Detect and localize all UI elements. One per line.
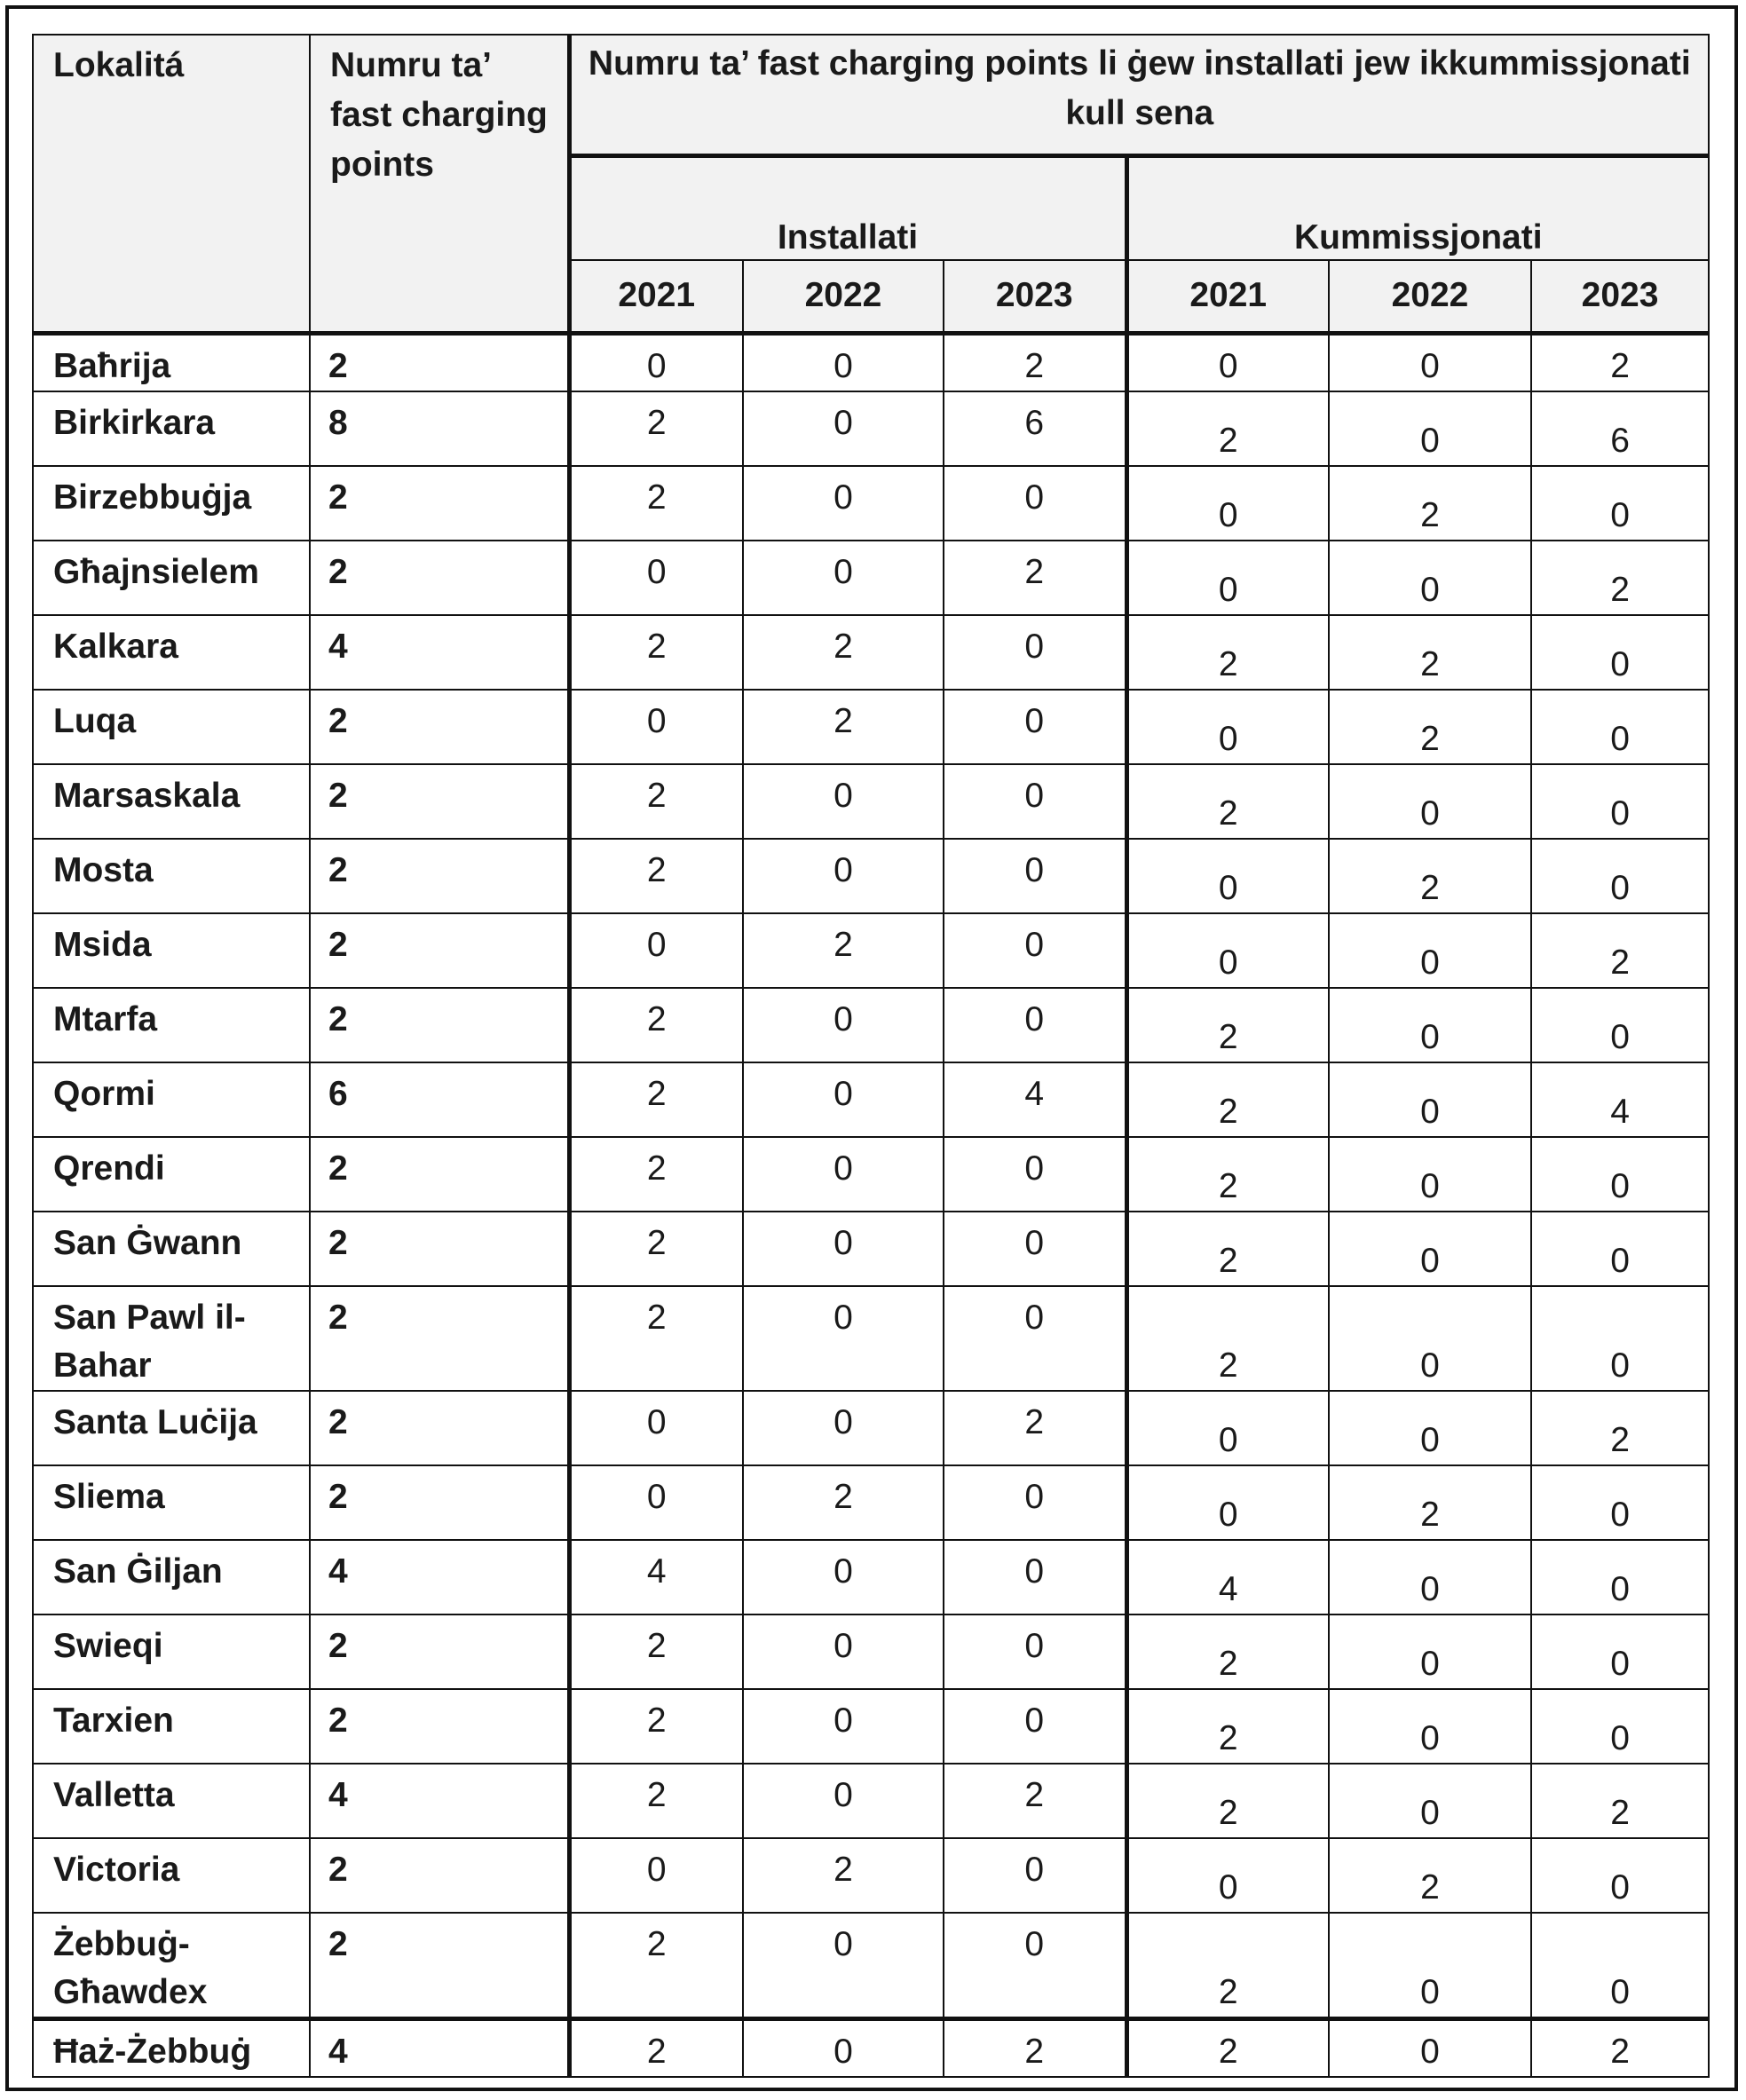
- table-header: [33, 35, 1709, 333]
- total-cell: 4: [310, 615, 569, 690]
- commissioned-2023-cell: 2: [1531, 1391, 1709, 1465]
- commissioned-2021-cell: 0: [1126, 541, 1329, 615]
- installed-2022-cell: 0: [743, 541, 944, 615]
- installed-2021-cell: 2: [569, 615, 743, 690]
- total-cell: 2: [310, 839, 569, 913]
- installed-2022-cell: 0: [743, 839, 944, 913]
- installed-2021-cell: 0: [569, 333, 743, 391]
- locality-cell: Kalkara: [33, 615, 310, 690]
- total-cell: 4: [310, 1764, 569, 1838]
- commissioned-2022-cell: 0: [1329, 1212, 1531, 1286]
- total-cell: 2: [310, 466, 569, 541]
- commissioned-2022-cell: 2: [1329, 1838, 1531, 1913]
- installed-2023-cell: 0: [944, 1913, 1126, 2019]
- commissioned-2022-cell: 0: [1329, 1913, 1531, 2019]
- installed-2023-cell: 0: [944, 839, 1126, 913]
- locality-cell: Santa Luċija: [33, 1391, 310, 1465]
- commissioned-2021-cell: 2: [1126, 1689, 1329, 1764]
- installed-2022-cell: 2: [743, 1465, 944, 1540]
- commissioned-2023-cell: 2: [1531, 333, 1709, 391]
- installed-2023-cell: 0: [944, 615, 1126, 690]
- locality-cell: Żebbuġ-Għawdex: [33, 1913, 310, 2019]
- total-cell: 2: [310, 333, 569, 391]
- locality-cell: Ħaż-Żebbuġ: [33, 2018, 310, 2077]
- commissioned-2023-cell: 6: [1531, 391, 1709, 466]
- commissioned-2021-cell: 2: [1126, 1913, 1329, 2019]
- installed-2023-cell: 0: [944, 1614, 1126, 1689]
- installed-2022-cell: 0: [743, 1212, 944, 1286]
- installed-2021-cell: 0: [569, 1391, 743, 1465]
- installed-2023-cell: 0: [944, 1286, 1126, 1391]
- commissioned-2023-cell: 0: [1531, 1137, 1709, 1212]
- commissioned-2022-cell: 0: [1329, 988, 1531, 1062]
- total-cell: 8: [310, 391, 569, 466]
- commissioned-2022-cell: 2: [1329, 690, 1531, 764]
- commissioned-2023-cell: 0: [1531, 1614, 1709, 1689]
- commissioned-2021-cell: 2: [1126, 615, 1329, 690]
- commissioned-2022-cell: 0: [1329, 1062, 1531, 1137]
- commissioned-2021-cell: 2: [1126, 1614, 1329, 1689]
- commissioned-2021-cell: 0: [1126, 1838, 1329, 1913]
- commissioned-2021-cell: 0: [1126, 839, 1329, 913]
- charging-points-table: [32, 34, 1710, 2078]
- installed-2023-cell: 0: [944, 1137, 1126, 1212]
- total-cell: 2: [310, 1137, 569, 1212]
- installed-2022-cell: 2: [743, 913, 944, 988]
- table-row: [33, 764, 1709, 839]
- installed-2022-cell: 0: [743, 391, 944, 466]
- installed-2021-cell: 0: [569, 1465, 743, 1540]
- commissioned-2023-cell: 4: [1531, 1062, 1709, 1137]
- commissioned-2022-cell: 0: [1329, 333, 1531, 391]
- commissioned-2022-cell: 0: [1329, 1391, 1531, 1465]
- commissioned-2021-cell: 0: [1126, 690, 1329, 764]
- commissioned-2023-cell: 2: [1531, 1764, 1709, 1838]
- installed-2021-cell: 2: [569, 1913, 743, 2019]
- table-row: [33, 1838, 1709, 1913]
- installed-2021-cell: 0: [569, 690, 743, 764]
- installed-2022-cell: 0: [743, 1689, 944, 1764]
- commissioned-2022-cell: 0: [1329, 913, 1531, 988]
- commissioned-2022-cell: 2: [1329, 1465, 1531, 1540]
- installed-2023-cell: 2: [944, 541, 1126, 615]
- header-commissioned: Kummissjonati: [1126, 155, 1709, 260]
- installed-2023-cell: 6: [944, 391, 1126, 466]
- locality-cell: Għajnsielem: [33, 541, 310, 615]
- installed-2023-cell: 0: [944, 466, 1126, 541]
- installed-2021-cell: 2: [569, 1062, 743, 1137]
- commissioned-2021-cell: 2: [1126, 1212, 1329, 1286]
- header-year-commissioned-2022: 2022: [1329, 260, 1531, 333]
- installed-2021-cell: 0: [569, 1838, 743, 1913]
- commissioned-2023-cell: 0: [1531, 988, 1709, 1062]
- installed-2022-cell: 0: [743, 1062, 944, 1137]
- installed-2023-cell: 0: [944, 1212, 1126, 1286]
- commissioned-2021-cell: 0: [1126, 1465, 1329, 1540]
- commissioned-2021-cell: 2: [1126, 1764, 1329, 1838]
- commissioned-2021-cell: 2: [1126, 2018, 1329, 2077]
- total-cell: 2: [310, 1286, 569, 1391]
- commissioned-2021-cell: 0: [1126, 466, 1329, 541]
- installed-2022-cell: 2: [743, 1838, 944, 1913]
- commissioned-2023-cell: 0: [1531, 1286, 1709, 1391]
- table-row: [33, 839, 1709, 913]
- total-cell: 2: [310, 1913, 569, 2019]
- locality-cell: Swieqi: [33, 1614, 310, 1689]
- installed-2021-cell: 2: [569, 1689, 743, 1764]
- table-row: [33, 1391, 1709, 1465]
- installed-2021-cell: 0: [569, 541, 743, 615]
- commissioned-2021-cell: 2: [1126, 764, 1329, 839]
- header-year-installed-2022: 2022: [743, 260, 944, 333]
- locality-cell: Qrendi: [33, 1137, 310, 1212]
- table-row: [33, 466, 1709, 541]
- commissioned-2022-cell: 0: [1329, 1614, 1531, 1689]
- commissioned-2022-cell: 0: [1329, 391, 1531, 466]
- installed-2021-cell: 2: [569, 839, 743, 913]
- installed-2023-cell: 2: [944, 1764, 1126, 1838]
- locality-cell: Marsaskala: [33, 764, 310, 839]
- header-year-commissioned-2021: 2021: [1126, 260, 1329, 333]
- installed-2022-cell: 0: [743, 1391, 944, 1465]
- installed-2023-cell: 0: [944, 1689, 1126, 1764]
- installed-2022-cell: 0: [743, 1614, 944, 1689]
- locality-cell: Mosta: [33, 839, 310, 913]
- total-cell: 2: [310, 1689, 569, 1764]
- table-row: [33, 1137, 1709, 1212]
- installed-2022-cell: 0: [743, 1286, 944, 1391]
- commissioned-2023-cell: 2: [1531, 913, 1709, 988]
- table-body: [33, 333, 1709, 2077]
- table-row: [33, 1913, 1709, 2019]
- commissioned-2022-cell: 0: [1329, 1689, 1531, 1764]
- locality-cell: Sliema: [33, 1465, 310, 1540]
- installed-2021-cell: 2: [569, 988, 743, 1062]
- total-cell: 2: [310, 1614, 569, 1689]
- locality-cell: Luqa: [33, 690, 310, 764]
- installed-2023-cell: 0: [944, 1838, 1126, 1913]
- commissioned-2022-cell: 2: [1329, 839, 1531, 913]
- commissioned-2023-cell: 0: [1531, 466, 1709, 541]
- installed-2021-cell: 2: [569, 1212, 743, 1286]
- locality-cell: Qormi: [33, 1062, 310, 1137]
- table-row: [33, 1465, 1709, 1540]
- locality-cell: Baħrija: [33, 333, 310, 391]
- installed-2022-cell: 0: [743, 1137, 944, 1212]
- table-row: [33, 913, 1709, 988]
- locality-cell: Tarxien: [33, 1689, 310, 1764]
- installed-2023-cell: 2: [944, 333, 1126, 391]
- installed-2023-cell: 2: [944, 1391, 1126, 1465]
- total-cell: 2: [310, 1465, 569, 1540]
- installed-2021-cell: 2: [569, 1137, 743, 1212]
- commissioned-2022-cell: 0: [1329, 764, 1531, 839]
- locality-cell: Birkirkara: [33, 391, 310, 466]
- commissioned-2022-cell: 2: [1329, 615, 1531, 690]
- installed-2022-cell: 2: [743, 615, 944, 690]
- locality-cell: San Ġwann: [33, 1212, 310, 1286]
- total-cell: 4: [310, 1540, 569, 1614]
- header-year-installed-2023: 2023: [944, 260, 1126, 333]
- commissioned-2023-cell: 0: [1531, 1540, 1709, 1614]
- commissioned-2021-cell: 2: [1126, 1137, 1329, 1212]
- commissioned-2023-cell: 2: [1531, 2018, 1709, 2077]
- table-row: [33, 1212, 1709, 1286]
- installed-2023-cell: 0: [944, 988, 1126, 1062]
- commissioned-2022-cell: 2: [1329, 466, 1531, 541]
- header-installed: Installati: [569, 155, 1126, 260]
- locality-cell: Valletta: [33, 1764, 310, 1838]
- header-locality: Lokalitá: [33, 35, 310, 333]
- commissioned-2021-cell: 4: [1126, 1540, 1329, 1614]
- table-row: [33, 1764, 1709, 1838]
- table-row: [33, 1689, 1709, 1764]
- installed-2021-cell: 2: [569, 1764, 743, 1838]
- table-row: [33, 690, 1709, 764]
- table-row: [33, 391, 1709, 466]
- installed-2022-cell: 0: [743, 988, 944, 1062]
- total-cell: 2: [310, 690, 569, 764]
- table-row: [33, 1062, 1709, 1137]
- installed-2023-cell: 4: [944, 1062, 1126, 1137]
- table-row: [33, 1286, 1709, 1391]
- table-row: [33, 1614, 1709, 1689]
- commissioned-2022-cell: 0: [1329, 1764, 1531, 1838]
- total-cell: 2: [310, 1212, 569, 1286]
- installed-2021-cell: 0: [569, 913, 743, 988]
- total-cell: 4: [310, 2018, 569, 2077]
- installed-2022-cell: 0: [743, 1540, 944, 1614]
- header-total: Numru ta’ fast charging points: [310, 35, 569, 333]
- locality-cell: Birzebbuġja: [33, 466, 310, 541]
- installed-2023-cell: 0: [944, 1540, 1126, 1614]
- total-cell: 2: [310, 1838, 569, 1913]
- commissioned-2023-cell: 0: [1531, 1913, 1709, 2019]
- commissioned-2023-cell: 0: [1531, 1465, 1709, 1540]
- installed-2023-cell: 0: [944, 1465, 1126, 1540]
- commissioned-2021-cell: 2: [1126, 1286, 1329, 1391]
- commissioned-2022-cell: 0: [1329, 1137, 1531, 1212]
- installed-2023-cell: 2: [944, 2018, 1126, 2077]
- commissioned-2023-cell: 0: [1531, 839, 1709, 913]
- installed-2022-cell: 0: [743, 1913, 944, 2019]
- commissioned-2021-cell: 0: [1126, 913, 1329, 988]
- locality-cell: Mtarfa: [33, 988, 310, 1062]
- header-year-installed-2021: 2021: [569, 260, 743, 333]
- installed-2022-cell: 2: [743, 690, 944, 764]
- table-row: [33, 988, 1709, 1062]
- total-cell: 6: [310, 1062, 569, 1137]
- commissioned-2023-cell: 2: [1531, 541, 1709, 615]
- commissioned-2023-cell: 0: [1531, 764, 1709, 839]
- table-row: [33, 333, 1709, 391]
- installed-2022-cell: 0: [743, 2018, 944, 2077]
- installed-2021-cell: 2: [569, 764, 743, 839]
- installed-2023-cell: 0: [944, 913, 1126, 988]
- locality-cell: Msida: [33, 913, 310, 988]
- installed-2021-cell: 2: [569, 466, 743, 541]
- commissioned-2021-cell: 2: [1126, 391, 1329, 466]
- table-row: [33, 615, 1709, 690]
- total-cell: 2: [310, 913, 569, 988]
- commissioned-2022-cell: 0: [1329, 2018, 1531, 2077]
- total-cell: 2: [310, 541, 569, 615]
- installed-2021-cell: 2: [569, 391, 743, 466]
- installed-2021-cell: 2: [569, 1286, 743, 1391]
- locality-cell: San Ġiljan: [33, 1540, 310, 1614]
- locality-cell: Victoria: [33, 1838, 310, 1913]
- installed-2021-cell: 2: [569, 2018, 743, 2077]
- total-cell: 2: [310, 1391, 569, 1465]
- commissioned-2023-cell: 0: [1531, 1838, 1709, 1913]
- table-row: [33, 2018, 1709, 2077]
- total-cell: 2: [310, 988, 569, 1062]
- table-row: [33, 541, 1709, 615]
- commissioned-2021-cell: 2: [1126, 988, 1329, 1062]
- commissioned-2022-cell: 0: [1329, 1286, 1531, 1391]
- installed-2023-cell: 0: [944, 764, 1126, 839]
- commissioned-2021-cell: 0: [1126, 1391, 1329, 1465]
- installed-2022-cell: 0: [743, 764, 944, 839]
- commissioned-2023-cell: 0: [1531, 1212, 1709, 1286]
- installed-2022-cell: 0: [743, 466, 944, 541]
- locality-cell: San Pawl il-Bahar: [33, 1286, 310, 1391]
- commissioned-2021-cell: 2: [1126, 1062, 1329, 1137]
- installed-2022-cell: 0: [743, 1764, 944, 1838]
- installed-2021-cell: 4: [569, 1540, 743, 1614]
- installed-2022-cell: 0: [743, 333, 944, 391]
- commissioned-2022-cell: 0: [1329, 541, 1531, 615]
- commissioned-2022-cell: 0: [1329, 1540, 1531, 1614]
- table-row: [33, 1540, 1709, 1614]
- total-cell: 2: [310, 764, 569, 839]
- commissioned-2023-cell: 0: [1531, 1689, 1709, 1764]
- header-year-commissioned-2023: 2023: [1531, 260, 1709, 333]
- commissioned-2021-cell: 0: [1126, 333, 1329, 391]
- commissioned-2023-cell: 0: [1531, 615, 1709, 690]
- installed-2021-cell: 2: [569, 1614, 743, 1689]
- installed-2023-cell: 0: [944, 690, 1126, 764]
- commissioned-2023-cell: 0: [1531, 690, 1709, 764]
- header-main: Numru ta’ fast charging points li ġew installati jew ikkummissjonati kull sena: [569, 35, 1709, 155]
